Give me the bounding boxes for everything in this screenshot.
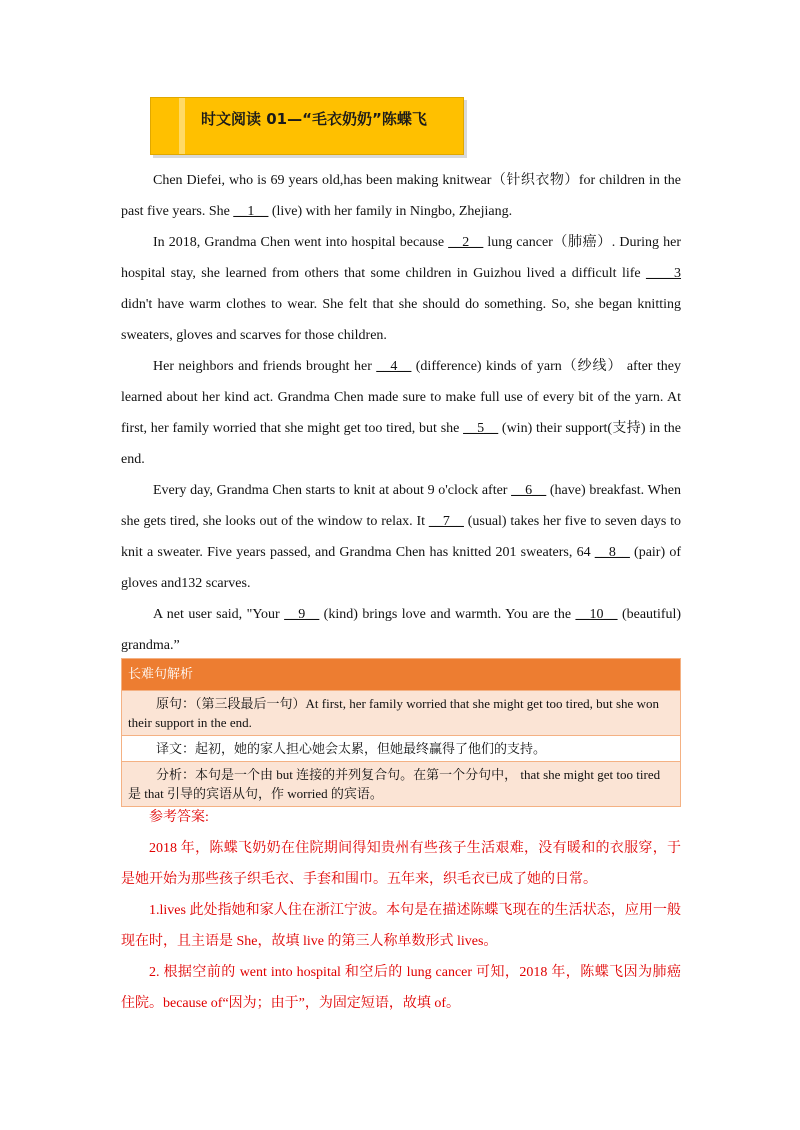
blank-2: __2__	[448, 235, 484, 250]
p1-text-2: (live) with her family in Ningbo, Zhejiang.	[271, 204, 513, 219]
answer-section	[121, 802, 681, 1019]
answer-2: 2. 根据空前的 went into hospital 和空后的 lung cancer 可知，2018 年，陈蝶飞因为肺癌住院。because of“因为；由于”，为固定短语，故填 of。	[121, 965, 681, 1011]
p5-text-1: A net user said, "Your	[153, 607, 280, 622]
p3-text-2: (difference) kinds of yarn（纱线） after they learned about her kind act. Grandma Chen made sure to make full use of every bit of the yarn. At first, her family worried that she might get too tired, but she	[121, 359, 682, 436]
sentence-analysis-table	[121, 658, 681, 807]
blank-6: __6__	[511, 483, 547, 498]
blank-10: __10__	[575, 607, 618, 622]
answer-summary: 2018 年，陈蝶飞奶奶在住院期间得知贵州有些孩子生活艰难，没有暖和的衣服穿，于是她开始为那些孩子织毛衣、手套和围巾。五年来，织毛衣已成了她的日常。	[121, 841, 681, 887]
p3-text-3: (win) their support(支持) in the end.	[121, 421, 682, 467]
page-title: 时文阅读 01—“毛衣奶奶”陈蝶飞	[201, 110, 427, 128]
p4-text-1: Every day, Grandma Chen starts to knit at about 9 o'clock after	[153, 483, 508, 498]
answer-1: 1.lives 此处指她和家人住在浙江宁波。本句是在描述陈蝶飞现在的生活状态，应用一般现在时，且主语是 She，故填 live 的第三人称单数形式 lives。	[121, 903, 681, 949]
p5-text-3: (beautiful) grandma.”	[121, 607, 682, 653]
analysis-explanation: 分析：本句是一个由 but 连接的并列复合句。在第一个分句中， that she might get too tired 是 that 引导的宾语从句，作 worried 的宾语。	[122, 761, 680, 806]
blank-7: __7__	[428, 514, 464, 529]
blank-5: __5__	[463, 421, 499, 436]
p4-text-2: (have) breakfast. When she gets tired, she looks out of the window to relax. It	[121, 483, 682, 529]
p4-text-3: (usual) takes her five to seven days to knit a sweater. Five years passed, and Grandma Chen has knitted 201 sweaters, 64	[121, 514, 682, 560]
p2-text-1: In 2018, Grandma Chen went into hospital because	[153, 235, 445, 250]
analysis-translation: 译文：起初，她的家人担心她会太累，但她最终赢得了他们的支持。	[122, 735, 680, 761]
p2-text-2: lung cancer（肺癌）. During her hospital stay, she learned from others that some children in Guizhou lived a difficult life	[121, 235, 682, 281]
title-banner	[150, 97, 464, 155]
blank-1: __1__	[233, 204, 269, 219]
paragraph-3	[121, 351, 681, 475]
reading-passage	[121, 165, 681, 661]
analysis-heading: 长难句解析	[122, 659, 680, 690]
p3-text-1: Her neighbors and friends brought her	[153, 359, 372, 374]
paragraph-4	[121, 475, 681, 599]
p4-text-4: (pair) of gloves and132 scarves.	[121, 545, 681, 591]
blank-9: __9__	[284, 607, 320, 622]
paragraph-2	[121, 227, 681, 351]
blank-8: __8__	[594, 545, 630, 560]
paragraph-5	[121, 599, 681, 661]
p1-text-1: Chen Diefei, who is 69 years old,has been making knitwear（针织衣物）for children in the past five years. She	[121, 173, 681, 219]
p5-text-2: (kind) brings love and warmth. You are the	[323, 607, 572, 622]
p2-text-3: didn't have warm clothes to wear. She felt that she should do something. So, she began knitting sweaters, gloves and scarves for those children.	[121, 297, 681, 343]
answer-label: 参考答案:	[149, 810, 209, 825]
paragraph-1	[121, 165, 681, 227]
blank-4: __4__	[376, 359, 412, 374]
analysis-original: 原句：（第三段最后一句）At first, her family worried that she might get too tired, but she won their support in the end.	[122, 690, 680, 735]
blank-3: ____3	[646, 266, 682, 281]
